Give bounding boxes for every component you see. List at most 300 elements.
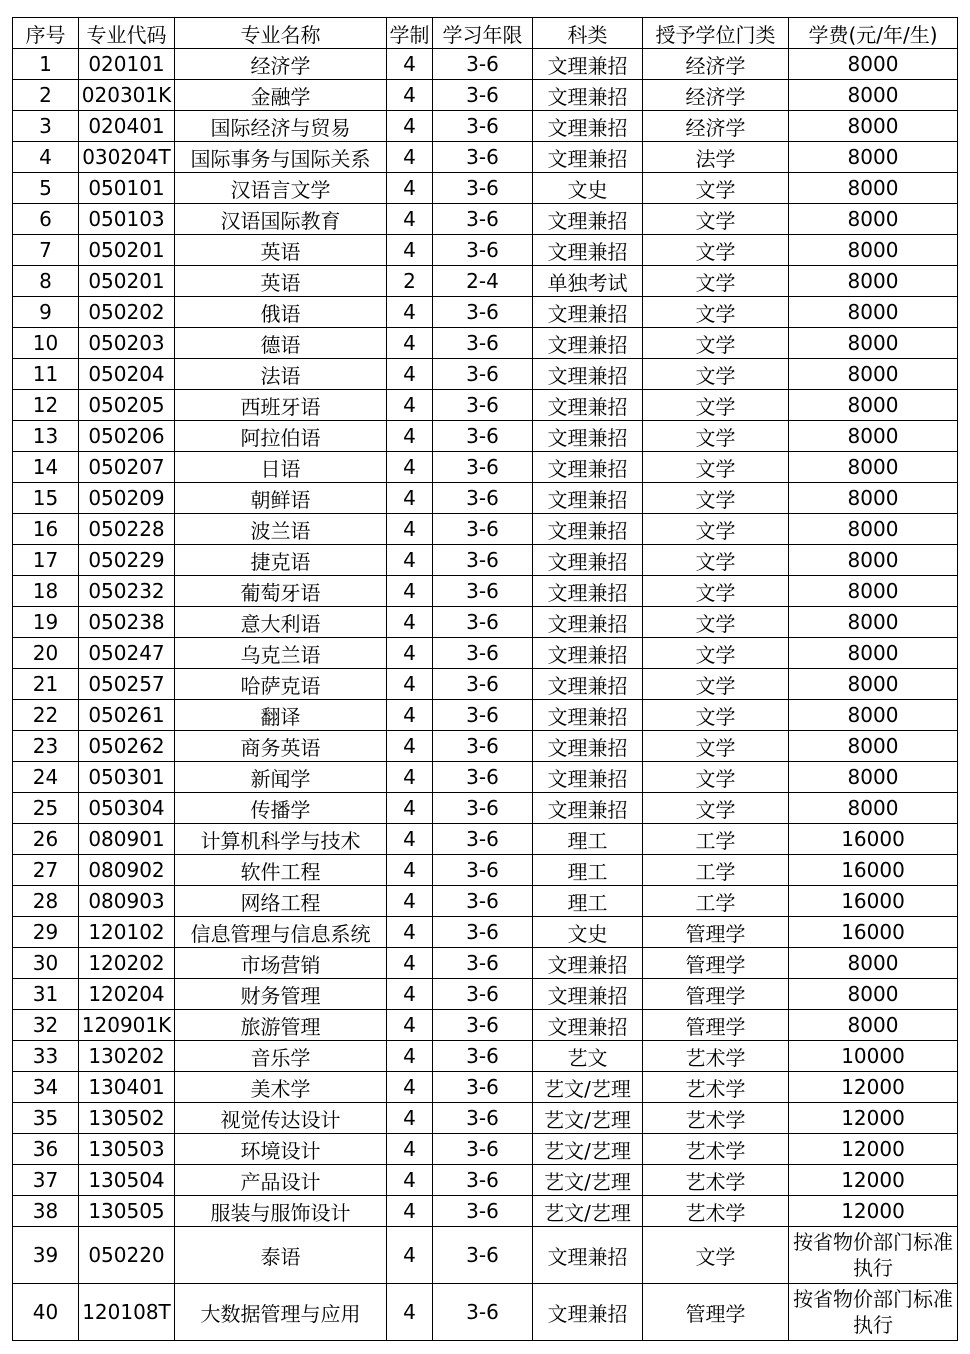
cell-major-code: 050262 [79, 731, 175, 762]
cell-index: 26 [13, 824, 79, 855]
table-body [13, 49, 958, 1341]
cell-study-period: 3-6 [433, 49, 533, 80]
cell-subject-category: 文理兼招 [533, 545, 643, 576]
cell-tuition: 8000 [789, 576, 958, 607]
cell-subject-category: 理工 [533, 855, 643, 886]
header-major-name: 专业名称 [175, 18, 387, 49]
cell-study-period: 3-6 [433, 359, 533, 390]
cell-study-period: 3-6 [433, 638, 533, 669]
cell-index: 17 [13, 545, 79, 576]
cell-subject-category: 文理兼招 [533, 235, 643, 266]
cell-major-name: 日语 [175, 452, 387, 483]
cell-degree-category: 文学 [643, 545, 789, 576]
cell-major-code: 050103 [79, 204, 175, 235]
cell-degree-category: 文学 [643, 421, 789, 452]
cell-index: 2 [13, 80, 79, 111]
cell-study-period: 3-6 [433, 948, 533, 979]
table-row [13, 1072, 958, 1103]
cell-index: 15 [13, 483, 79, 514]
cell-index: 21 [13, 669, 79, 700]
table-row [13, 545, 958, 576]
cell-major-code: 050202 [79, 297, 175, 328]
cell-degree-category: 文学 [643, 700, 789, 731]
table-row [13, 1196, 958, 1227]
cell-program-length: 4 [387, 824, 433, 855]
cell-study-period: 3-6 [433, 204, 533, 235]
cell-index: 10 [13, 328, 79, 359]
cell-major-code: 050247 [79, 638, 175, 669]
cell-subject-category: 文理兼招 [533, 421, 643, 452]
cell-major-name: 国际事务与国际关系 [175, 142, 387, 173]
cell-degree-category: 管理学 [643, 1284, 789, 1341]
table-row [13, 297, 958, 328]
cell-degree-category: 文学 [643, 297, 789, 328]
cell-tuition: 8000 [789, 483, 958, 514]
table-row [13, 483, 958, 514]
cell-subject-category: 文理兼招 [533, 1010, 643, 1041]
cell-major-name: 信息管理与信息系统 [175, 917, 387, 948]
cell-index: 3 [13, 111, 79, 142]
table-row [13, 49, 958, 80]
cell-index: 39 [13, 1227, 79, 1284]
cell-tuition: 8000 [789, 49, 958, 80]
cell-major-name: 乌克兰语 [175, 638, 387, 669]
table-row [13, 1165, 958, 1196]
table-row [13, 1227, 958, 1284]
cell-program-length: 4 [387, 452, 433, 483]
cell-subject-category: 艺文/艺理 [533, 1165, 643, 1196]
cell-major-code: 130505 [79, 1196, 175, 1227]
cell-study-period: 3-6 [433, 1227, 533, 1284]
cell-program-length: 4 [387, 514, 433, 545]
cell-tuition: 16000 [789, 886, 958, 917]
header-study-period: 学习年限 [433, 18, 533, 49]
cell-tuition: 8000 [789, 421, 958, 452]
cell-program-length: 4 [387, 669, 433, 700]
cell-study-period: 3-6 [433, 483, 533, 514]
cell-tuition: 8000 [789, 297, 958, 328]
cell-program-length: 4 [387, 1227, 433, 1284]
cell-index: 19 [13, 607, 79, 638]
table-row [13, 421, 958, 452]
table-row [13, 1134, 958, 1165]
cell-major-name: 经济学 [175, 49, 387, 80]
cell-index: 8 [13, 266, 79, 297]
cell-degree-category: 文学 [643, 359, 789, 390]
cell-major-code: 130502 [79, 1103, 175, 1134]
cell-major-name: 传播学 [175, 793, 387, 824]
header-tuition: 学费(元/年/生) [789, 18, 958, 49]
cell-major-code: 120108T [79, 1284, 175, 1341]
cell-major-name: 产品设计 [175, 1165, 387, 1196]
table-row [13, 855, 958, 886]
cell-subject-category: 理工 [533, 824, 643, 855]
cell-study-period: 3-6 [433, 1134, 533, 1165]
cell-degree-category: 管理学 [643, 979, 789, 1010]
cell-tuition: 10000 [789, 1041, 958, 1072]
cell-degree-category: 管理学 [643, 917, 789, 948]
cell-study-period: 3-6 [433, 80, 533, 111]
cell-degree-category: 文学 [643, 576, 789, 607]
cell-subject-category: 文理兼招 [533, 948, 643, 979]
cell-major-code: 120102 [79, 917, 175, 948]
cell-degree-category: 文学 [643, 328, 789, 359]
cell-major-code: 050205 [79, 390, 175, 421]
cell-degree-category: 文学 [643, 731, 789, 762]
cell-degree-category: 文学 [643, 235, 789, 266]
cell-program-length: 4 [387, 793, 433, 824]
cell-study-period: 3-6 [433, 824, 533, 855]
cell-major-name: 波兰语 [175, 514, 387, 545]
table-row [13, 514, 958, 545]
cell-tuition: 8000 [789, 762, 958, 793]
cell-major-name: 新闻学 [175, 762, 387, 793]
cell-degree-category: 文学 [643, 390, 789, 421]
cell-major-name: 汉语言文学 [175, 173, 387, 204]
cell-degree-category: 艺术学 [643, 1134, 789, 1165]
cell-major-name: 环境设计 [175, 1134, 387, 1165]
table-row [13, 111, 958, 142]
cell-program-length: 4 [387, 917, 433, 948]
table-row [13, 1041, 958, 1072]
cell-study-period: 3-6 [433, 793, 533, 824]
cell-degree-category: 艺术学 [643, 1072, 789, 1103]
cell-program-length: 4 [387, 1103, 433, 1134]
table-row [13, 576, 958, 607]
cell-major-code: 120204 [79, 979, 175, 1010]
cell-degree-category: 文学 [643, 514, 789, 545]
cell-subject-category: 文理兼招 [533, 204, 643, 235]
cell-tuition: 12000 [789, 1134, 958, 1165]
cell-major-code: 050229 [79, 545, 175, 576]
cell-subject-category: 文理兼招 [533, 762, 643, 793]
cell-index: 9 [13, 297, 79, 328]
cell-index: 25 [13, 793, 79, 824]
cell-study-period: 3-6 [433, 917, 533, 948]
table-row [13, 917, 958, 948]
cell-major-name: 金融学 [175, 80, 387, 111]
cell-program-length: 4 [387, 638, 433, 669]
cell-study-period: 3-6 [433, 855, 533, 886]
cell-major-name: 阿拉伯语 [175, 421, 387, 452]
table-row [13, 731, 958, 762]
cell-program-length: 4 [387, 483, 433, 514]
cell-study-period: 3-6 [433, 142, 533, 173]
cell-degree-category: 法学 [643, 142, 789, 173]
cell-major-name: 捷克语 [175, 545, 387, 576]
cell-subject-category: 文理兼招 [533, 49, 643, 80]
cell-subject-category: 文理兼招 [533, 80, 643, 111]
cell-tuition: 8000 [789, 80, 958, 111]
cell-tuition: 8000 [789, 545, 958, 576]
cell-subject-category: 艺文/艺理 [533, 1134, 643, 1165]
cell-subject-category: 文理兼招 [533, 638, 643, 669]
header-degree-category: 授予学位门类 [643, 18, 789, 49]
header-row [13, 18, 958, 49]
cell-major-name: 市场营销 [175, 948, 387, 979]
cell-subject-category: 艺文 [533, 1041, 643, 1072]
cell-tuition: 8000 [789, 514, 958, 545]
cell-tuition: 8000 [789, 235, 958, 266]
cell-major-code: 020401 [79, 111, 175, 142]
cell-program-length: 4 [387, 49, 433, 80]
cell-tuition: 按省物价部门标准执行 [789, 1284, 958, 1341]
cell-program-length: 4 [387, 111, 433, 142]
cell-major-code: 050201 [79, 235, 175, 266]
cell-subject-category: 文理兼招 [533, 359, 643, 390]
cell-tuition: 8000 [789, 359, 958, 390]
cell-program-length: 4 [387, 297, 433, 328]
cell-subject-category: 文理兼招 [533, 607, 643, 638]
cell-index: 24 [13, 762, 79, 793]
cell-index: 13 [13, 421, 79, 452]
cell-study-period: 3-6 [433, 421, 533, 452]
cell-tuition: 8000 [789, 607, 958, 638]
cell-study-period: 3-6 [433, 979, 533, 1010]
cell-index: 22 [13, 700, 79, 731]
cell-major-code: 130503 [79, 1134, 175, 1165]
cell-major-name: 旅游管理 [175, 1010, 387, 1041]
cell-index: 32 [13, 1010, 79, 1041]
cell-major-name: 财务管理 [175, 979, 387, 1010]
cell-subject-category: 文理兼招 [533, 111, 643, 142]
cell-major-code: 050207 [79, 452, 175, 483]
cell-major-code: 080902 [79, 855, 175, 886]
cell-study-period: 3-6 [433, 328, 533, 359]
cell-major-name: 英语 [175, 266, 387, 297]
cell-study-period: 3-6 [433, 1196, 533, 1227]
cell-major-code: 050261 [79, 700, 175, 731]
table-row [13, 700, 958, 731]
table-row [13, 390, 958, 421]
cell-major-name: 美术学 [175, 1072, 387, 1103]
cell-major-code: 050238 [79, 607, 175, 638]
cell-study-period: 3-6 [433, 173, 533, 204]
cell-tuition: 8000 [789, 1010, 958, 1041]
table-row [13, 1103, 958, 1134]
cell-degree-category: 工学 [643, 855, 789, 886]
cell-study-period: 2-4 [433, 266, 533, 297]
cell-study-period: 3-6 [433, 762, 533, 793]
majors-table [12, 17, 958, 1341]
cell-subject-category: 文理兼招 [533, 793, 643, 824]
cell-program-length: 4 [387, 421, 433, 452]
cell-program-length: 4 [387, 607, 433, 638]
table-row [13, 948, 958, 979]
cell-major-name: 西班牙语 [175, 390, 387, 421]
cell-degree-category: 文学 [643, 483, 789, 514]
cell-major-name: 朝鲜语 [175, 483, 387, 514]
cell-subject-category: 文理兼招 [533, 576, 643, 607]
cell-study-period: 3-6 [433, 1072, 533, 1103]
cell-index: 23 [13, 731, 79, 762]
cell-major-code: 120901K [79, 1010, 175, 1041]
cell-tuition: 8000 [789, 328, 958, 359]
cell-tuition: 8000 [789, 669, 958, 700]
cell-major-name: 计算机科学与技术 [175, 824, 387, 855]
cell-major-code: 050232 [79, 576, 175, 607]
cell-tuition: 16000 [789, 824, 958, 855]
cell-degree-category: 文学 [643, 204, 789, 235]
cell-index: 5 [13, 173, 79, 204]
cell-subject-category: 艺文/艺理 [533, 1103, 643, 1134]
cell-degree-category: 管理学 [643, 1010, 789, 1041]
cell-study-period: 3-6 [433, 700, 533, 731]
cell-degree-category: 文学 [643, 669, 789, 700]
cell-subject-category: 文史 [533, 173, 643, 204]
cell-major-name: 哈萨克语 [175, 669, 387, 700]
cell-degree-category: 文学 [643, 266, 789, 297]
cell-program-length: 4 [387, 1284, 433, 1341]
cell-study-period: 3-6 [433, 669, 533, 700]
cell-program-length: 4 [387, 328, 433, 359]
cell-tuition: 8000 [789, 731, 958, 762]
cell-subject-category: 文理兼招 [533, 700, 643, 731]
cell-index: 40 [13, 1284, 79, 1341]
cell-major-name: 服装与服饰设计 [175, 1196, 387, 1227]
cell-index: 11 [13, 359, 79, 390]
cell-program-length: 4 [387, 1010, 433, 1041]
cell-program-length: 4 [387, 948, 433, 979]
cell-program-length: 4 [387, 576, 433, 607]
table-row [13, 235, 958, 266]
cell-program-length: 4 [387, 1134, 433, 1165]
cell-major-code: 050203 [79, 328, 175, 359]
cell-degree-category: 工学 [643, 886, 789, 917]
cell-major-name: 视觉传达设计 [175, 1103, 387, 1134]
cell-major-code: 050228 [79, 514, 175, 545]
table-row [13, 669, 958, 700]
cell-tuition: 8000 [789, 142, 958, 173]
cell-major-code: 050304 [79, 793, 175, 824]
cell-index: 7 [13, 235, 79, 266]
cell-tuition: 12000 [789, 1072, 958, 1103]
cell-tuition: 8000 [789, 111, 958, 142]
cell-tuition: 8000 [789, 793, 958, 824]
cell-degree-category: 经济学 [643, 111, 789, 142]
table-row [13, 359, 958, 390]
cell-index: 33 [13, 1041, 79, 1072]
cell-degree-category: 经济学 [643, 80, 789, 111]
cell-study-period: 3-6 [433, 235, 533, 266]
cell-major-name: 德语 [175, 328, 387, 359]
cell-subject-category: 文理兼招 [533, 390, 643, 421]
cell-subject-category: 文理兼招 [533, 669, 643, 700]
cell-subject-category: 艺文/艺理 [533, 1072, 643, 1103]
cell-major-name: 葡萄牙语 [175, 576, 387, 607]
cell-subject-category: 文理兼招 [533, 328, 643, 359]
cell-tuition: 12000 [789, 1196, 958, 1227]
cell-subject-category: 文史 [533, 917, 643, 948]
cell-subject-category: 文理兼招 [533, 452, 643, 483]
cell-index: 4 [13, 142, 79, 173]
cell-subject-category: 理工 [533, 886, 643, 917]
cell-study-period: 3-6 [433, 390, 533, 421]
cell-subject-category: 文理兼招 [533, 483, 643, 514]
table-row [13, 142, 958, 173]
cell-major-code: 050206 [79, 421, 175, 452]
cell-tuition: 按省物价部门标准执行 [789, 1227, 958, 1284]
cell-index: 1 [13, 49, 79, 80]
table-row [13, 80, 958, 111]
cell-index: 35 [13, 1103, 79, 1134]
cell-major-name: 汉语国际教育 [175, 204, 387, 235]
cell-study-period: 3-6 [433, 731, 533, 762]
cell-subject-category: 文理兼招 [533, 514, 643, 545]
table-row [13, 793, 958, 824]
cell-program-length: 4 [387, 390, 433, 421]
cell-tuition: 8000 [789, 204, 958, 235]
cell-tuition: 8000 [789, 700, 958, 731]
cell-major-name: 俄语 [175, 297, 387, 328]
cell-index: 31 [13, 979, 79, 1010]
cell-major-code: 050209 [79, 483, 175, 514]
cell-index: 12 [13, 390, 79, 421]
cell-tuition: 8000 [789, 979, 958, 1010]
cell-study-period: 3-6 [433, 576, 533, 607]
cell-program-length: 4 [387, 762, 433, 793]
cell-tuition: 8000 [789, 173, 958, 204]
cell-subject-category: 文理兼招 [533, 1227, 643, 1284]
cell-subject-category: 单独考试 [533, 266, 643, 297]
cell-study-period: 3-6 [433, 607, 533, 638]
cell-major-name: 英语 [175, 235, 387, 266]
cell-index: 37 [13, 1165, 79, 1196]
cell-index: 34 [13, 1072, 79, 1103]
cell-major-code: 050201 [79, 266, 175, 297]
cell-program-length: 2 [387, 266, 433, 297]
cell-program-length: 4 [387, 1196, 433, 1227]
cell-tuition: 8000 [789, 266, 958, 297]
cell-major-code: 050257 [79, 669, 175, 700]
header-index: 序号 [13, 18, 79, 49]
cell-degree-category: 工学 [643, 824, 789, 855]
cell-degree-category: 文学 [643, 452, 789, 483]
table-row [13, 824, 958, 855]
cell-index: 29 [13, 917, 79, 948]
cell-major-code: 020301K [79, 80, 175, 111]
cell-subject-category: 文理兼招 [533, 731, 643, 762]
table-row [13, 173, 958, 204]
table-row [13, 452, 958, 483]
table-row [13, 204, 958, 235]
cell-major-code: 130504 [79, 1165, 175, 1196]
cell-tuition: 8000 [789, 638, 958, 669]
cell-program-length: 4 [387, 142, 433, 173]
cell-program-length: 4 [387, 545, 433, 576]
cell-subject-category: 文理兼招 [533, 979, 643, 1010]
cell-degree-category: 艺术学 [643, 1165, 789, 1196]
cell-major-code: 020101 [79, 49, 175, 80]
cell-program-length: 4 [387, 731, 433, 762]
cell-major-code: 050301 [79, 762, 175, 793]
cell-major-code: 080901 [79, 824, 175, 855]
cell-major-name: 意大利语 [175, 607, 387, 638]
cell-major-code: 050220 [79, 1227, 175, 1284]
cell-program-length: 4 [387, 1165, 433, 1196]
cell-major-code: 050101 [79, 173, 175, 204]
table-row [13, 638, 958, 669]
cell-degree-category: 管理学 [643, 948, 789, 979]
cell-program-length: 4 [387, 1072, 433, 1103]
cell-study-period: 3-6 [433, 111, 533, 142]
cell-index: 30 [13, 948, 79, 979]
cell-index: 6 [13, 204, 79, 235]
cell-program-length: 4 [387, 979, 433, 1010]
cell-program-length: 4 [387, 855, 433, 886]
cell-major-name: 网络工程 [175, 886, 387, 917]
header-subject-category: 科类 [533, 18, 643, 49]
